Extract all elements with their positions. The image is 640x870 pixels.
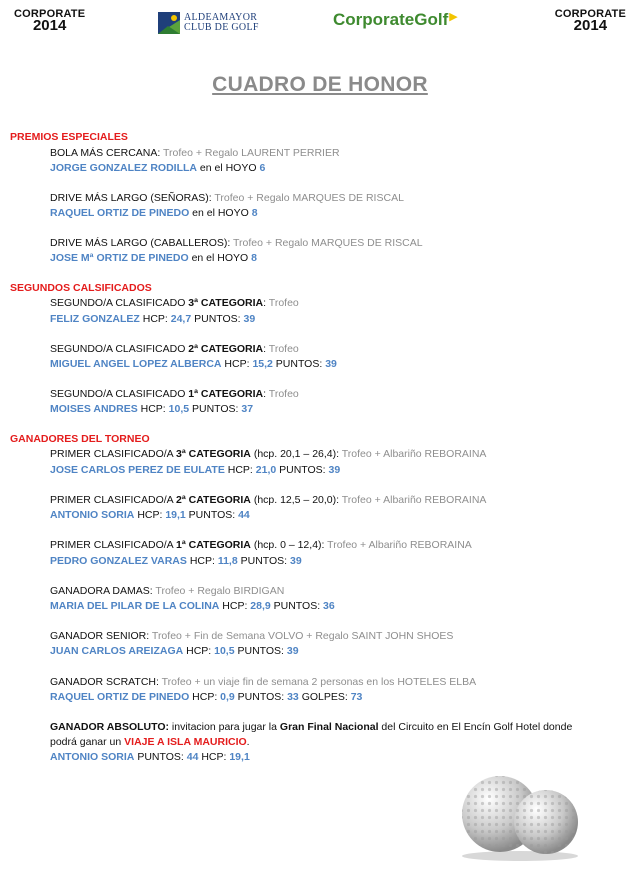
corporate-logo-year: 2014 [573, 17, 608, 34]
winner-line-primero-cat2: ANTONIO SORIA HCP: 19,1 PUNTOS: 44 [50, 509, 250, 521]
award-line-primero-cat3: PRIMER CLASIFICADO/A 3ª CATEGORIA (hcp. 20,1 – 26,4): Trofeo + Albariño REBORAINA [50, 448, 487, 460]
winner-line-drive-caballeros: JOSE Mª ORTIZ DE PINEDO en el HOYO 8 [50, 252, 257, 264]
award-line-segundo-cat2: SEGUNDO/A CLASIFICADO 2ª CATEGORIA: Trofeo [50, 343, 299, 355]
golf-balls-icon [458, 772, 583, 862]
winner-line-senior: JUAN CARLOS AREIZAGA HCP: 10,5 PUNTOS: 39 [50, 645, 299, 657]
award-line-drive-caballeros: DRIVE MÁS LARGO (CABALLEROS): Trofeo + Regalo MARQUES DE RISCAL [50, 237, 423, 249]
award-line-bola: BOLA MÁS CERCANA: Trofeo + Regalo LAURENT PERRIER [50, 147, 340, 159]
award-line-segundo-cat1: SEGUNDO/A CLASIFICADO 1ª CATEGORIA: Trofeo [50, 388, 299, 400]
winner-line-absoluto: ANTONIO SORIA PUNTOS: 44 HCP: 19,1 [50, 751, 250, 763]
page-title: CUADRO DE HONOR [212, 73, 428, 96]
club-emblem-icon [158, 12, 180, 34]
winner-line-segundo-cat2: MIGUEL ANGEL LOPEZ ALBERCA HCP: 15,2 PUNTOS: 39 [50, 358, 337, 370]
corporate-logo-text: CORPORATE [554, 8, 626, 20]
section-heading-ganadores: GANADORES DEL TORNEO [10, 433, 150, 445]
aldeamayor-club-logo [158, 12, 259, 34]
winner-line-segundo-cat3: FELIZ GONZALEZ HCP: 24,7 PUNTOS: 39 [50, 313, 256, 325]
corporate-golf-logo: CorporateGolf▶ [333, 10, 458, 29]
corporate-2014-logo-right [555, 8, 626, 32]
award-line-drive-senoras: DRIVE MÁS LARGO (SEÑORAS): Trofeo + Regalo MARQUES DE RISCAL [50, 192, 404, 204]
flag-icon: ▶ [449, 11, 458, 23]
award-line-scratch: GANADOR SCRATCH: Trofeo + un viaje fin de semana 2 personas en los HOTELES ELBA [50, 676, 477, 688]
club-name: ALDEAMAYOR CLUB DE GOLF [184, 12, 259, 33]
winner-line-segundo-cat1: MOISES ANDRES HCP: 10,5 PUNTOS: 37 [50, 403, 254, 415]
winner-line-drive-senoras: RAQUEL ORTIZ DE PINEDO en el HOYO 8 [50, 207, 258, 219]
award-line-senior: GANADOR SENIOR: Trofeo + Fin de Semana VOLVO + Regalo SAINT JOHN SHOES [50, 630, 454, 642]
award-line-segundo-cat3: SEGUNDO/A CLASIFICADO 3ª CATEGORIA: Trofeo [50, 297, 299, 309]
winner-line-scratch: RAQUEL ORTIZ DE PINEDO HCP: 0,9 PUNTOS: 33 GOLPES: 73 [50, 691, 363, 703]
winner-line-damas: MARIA DEL PILAR DE LA COLINA HCP: 28,9 PUNTOS: 36 [50, 600, 335, 612]
corporate-logo-text: CORPORATE [14, 8, 86, 20]
section-heading-premios: PREMIOS ESPECIALES [10, 131, 128, 143]
corporate-logo-year: 2014 [32, 17, 67, 34]
award-line-primero-cat2: PRIMER CLASIFICADO/A 2ª CATEGORIA (hcp. 12,5 – 20,0): Trofeo + Albariño REBORAINA [50, 494, 487, 506]
winner-line-bola: JORGE GONZALEZ RODILLA en el HOYO 6 [50, 162, 266, 174]
award-line-primero-cat1: PRIMER CLASIFICADO/A 1ª CATEGORIA (hcp. 0 – 12,4): Trofeo + Albariño REBORAINA [50, 539, 472, 551]
winner-line-primero-cat3: JOSE CARLOS PEREZ DE EULATE HCP: 21,0 PUNTOS: 39 [50, 464, 341, 476]
winner-line-primero-cat1: PEDRO GONZALEZ VARAS HCP: 11,8 PUNTOS: 39 [50, 555, 302, 567]
award-line-absoluto-cont: podrá ganar un VIAJE A ISLA MAURICIO. [50, 736, 250, 748]
award-line-damas: GANADORA DAMAS: Trofeo + Regalo BIRDIGAN [50, 585, 285, 597]
award-line-absoluto: GANADOR ABSOLUTO: invitacion para jugar la Gran Final Nacional del Circuito en El Encín Golf Hotel donde [50, 721, 573, 733]
section-heading-segundos: SEGUNDOS CALSIFICADOS [10, 282, 152, 294]
corporate-2014-logo-left [14, 8, 85, 32]
